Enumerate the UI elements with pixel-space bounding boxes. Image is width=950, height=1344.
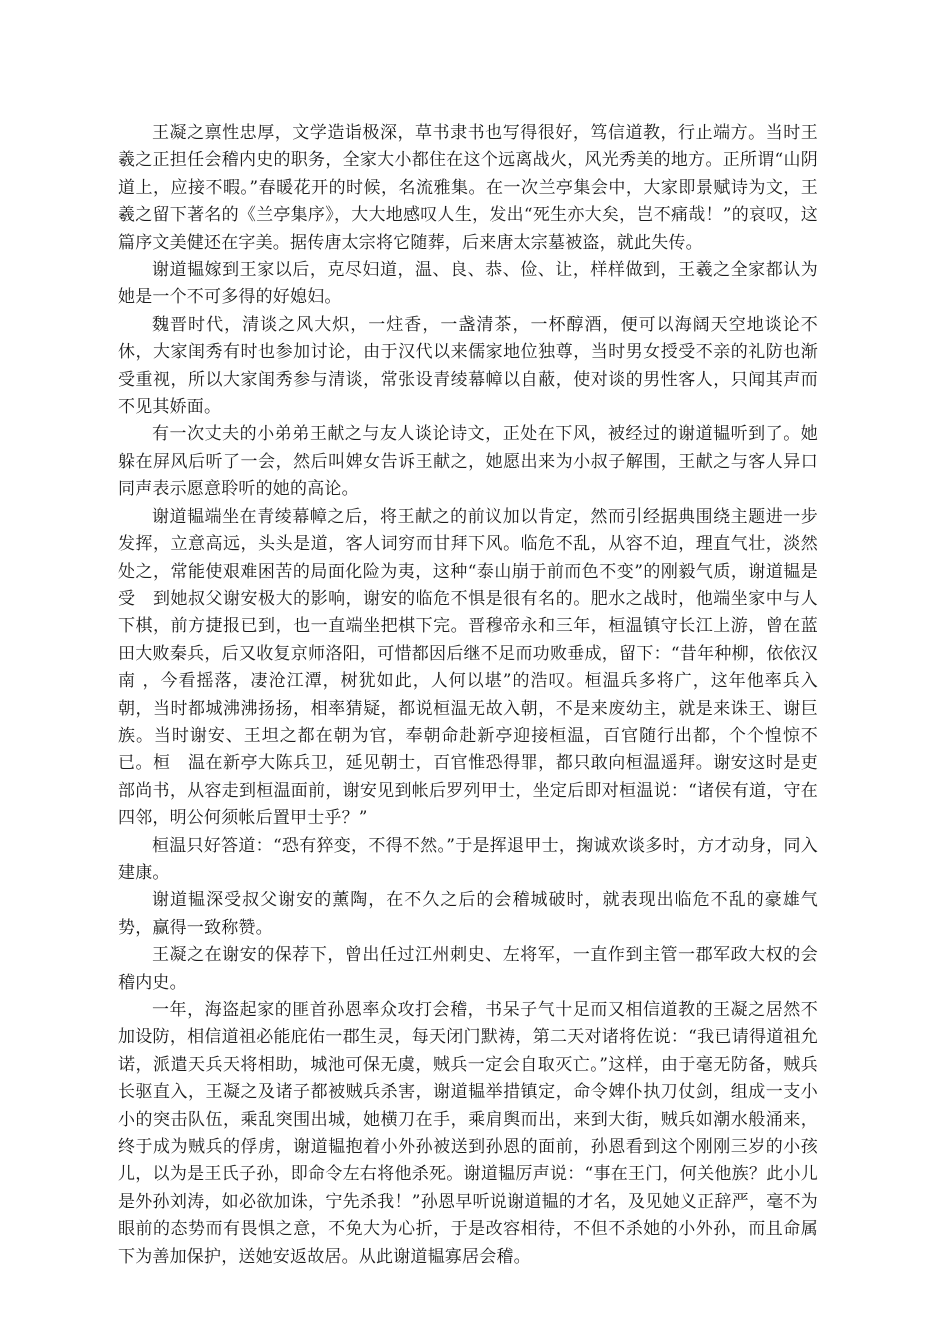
paragraph-sun-en-attack: 一年，海盗起家的匪首孙恩率众攻打会稽，书呆子气十足而又相信道教的王凝之居然不加设防，相信道祖必能庇佑一郡生灵，每天闭门默祷，第二天对诸将佐说：“我已请得道祖允诺，派遣天兵天将相助，城池可保无虞，贼兵一定会自取灭亡。”这样，由于毫无防备，贼兵长驱直入，王凝之及诸子都被贼兵杀害，谢道韫举措镇定，命令婢仆执刀仗剑，组成一支小小的突击队伍，乘乱突围出城，她横刀在手，乘肩舆而出，来到大街，贼兵如潮水般涌来，终于成为贼兵的俘虏，谢道韫抱着小外孙被送到孙恩的面前，孙恩看到这个刚刚三岁的小孩儿，以为是王氏子孙，即命令左右将他杀死。谢道韫厉声说：“事在王门，何关他族？此小儿是外孙刘涛，如必欲加诛，宁先杀我！”孙恩早听说谢道韫的才名，及见她义正辞严，毫不为眼前的态势而有畏惧之意，不免大为心折，于是改容相待，不但不杀她的小外孙，而且命属下为善加保护，送她安返故居。从此谢道韫寡居会稽。: [118, 1000, 818, 1267]
paragraph-wang-xianzhi-debate: 有一次丈夫的小弟弟王献之与友人谈论诗文，正处在下风，被经过的谢道韫听到了。她躲在屏风后听了一会，然后叫婢女告诉王献之，她愿出来为小叔子解围，王献之与客人异口同声表示愿意聆听的她的高论。: [118, 424, 818, 500]
paragraph-wang-ningzhi-lanting: 王凝之禀性忠厚，文学造诣极深，草书隶书也写得很好，笃信道教，行止端方。当时王羲之正担任会稽内史的职务，全家大小都住在这个远离战火，风光秀美的地方。正所谓“山阴道上，应接不暇。”春暖花开的时候，名流雅集。在一次兰亭集会中，大家即景赋诗为文，王羲之留下著名的《兰亭集序》，大大地感叹人生，发出“死生亦大矣，岂不痛哉！”的哀叹，这篇序文美健还在字美。据传唐太宗将它随葬，后来唐太宗墓被盗，就此失传。: [118, 123, 818, 253]
paragraph-qingtan-custom: 魏晋时代，清谈之风大炽，一炷香，一盏清茶，一杯醇酒，便可以海阔天空地谈论不休，大家闺秀有时也参加讨论，由于汉代以来儒家地位独尊，当时男女授受不亲的礼防也渐受重视，所以大家闺秀参与清谈，常张设青绫幕幛以自蔽，使对谈的男性客人，只闻其声而不见其娇面。: [118, 314, 818, 418]
paragraph-wang-ningzhi-career: 王凝之在谢安的保荐下，曾出任过江州刺史、左将军，一直作到主管一郡军政大权的会稽内史。: [118, 945, 818, 993]
paragraph-huan-wen-reply: 桓温只好答道：“恐有猝变，不得不然。”于是挥退甲士，掬诚欢谈多时，方才动身，同入建康。: [118, 835, 818, 883]
document-page: [118, 120, 818, 1271]
paragraph-xie-daoyun-praise: 谢道韫深受叔父谢安的薰陶，在不久之后的会稽城破时，就表现出临危不乱的豪雄气势，赢得一致称赞。: [118, 890, 818, 938]
paragraph-xie-an-influence: 谢道韫端坐在青绫幕幛之后，将王献之的前议加以肯定，然而引经据典围绕主题进一步发挥，立意高远，头头是道，客人词穷而甘拜下风。临危不乱，从容不迫，理直气壮，淡然处之，常能使艰难困苦的局面化险为夷，这种“泰山崩于前而色不变”的刚毅气质，谢道韫是受 到她叔父谢安极大的影响，谢安的临危不惧是很有名的。肥水之战时，他端坐家中与人下棋，前方捷报已到，也一直端坐把棋下完。晋穆帝永和三年，桓温镇守长江上游，曾在蓝田大败秦兵，后又收复京师洛阳，可惜都因后继不足而功败垂成，留下：“昔年种柳，依依汉南 ，今看摇落，凄沧江潭，树犹如此，人何以堪”的浩叹。桓温兵多将广，这年他率兵入朝，当时都城沸沸扬扬，相率猜疑，都说桓温无故入朝，不是来废幼主，就是来诛王、谢巨族。当时谢安、王坦之都在朝为官，奉朝命赴新亭迎接桓温，百官随行出都，个个惶惊不已。桓 温在新亭大陈兵卫，延见朝士，百官惟恐得罪，都只敢向桓温遥拜。谢安这时是吏部尚书，从容走到桓温面前，谢安见到帐后罗列甲士，坐定后即对桓温说：“诸侯有道，守在四邻，明公何须帐后置甲士乎？”: [118, 506, 818, 829]
paragraph-xie-daoyun-marriage: 谢道韫嫁到王家以后，克尽妇道，温、良、恭、俭、让，样样做到，王羲之全家都认为她是一个不可多得的好媳妇。: [118, 260, 818, 308]
